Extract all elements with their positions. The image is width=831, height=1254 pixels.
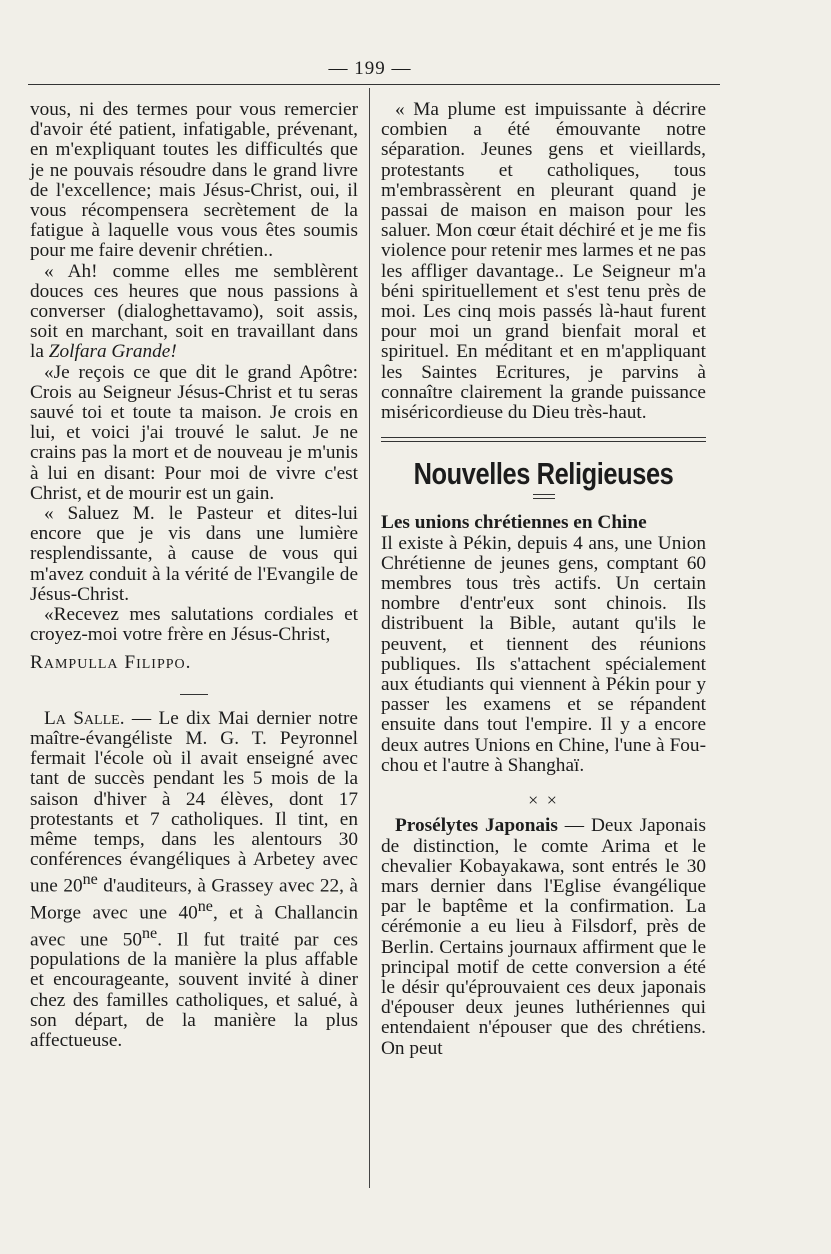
letter-paragraph-3: «Je reçois ce que dit le grand Apôtre: Crois au Seigneur Jésus-Christ et tu seras sauvé toi et toute ta maison. Je crois en lui, et voici j'ai trouvé le salut. Je ne crains pas la mort et de nouveau je m'unis à lui en disant: Pour moi de vivre c'est Christ, et de mourir est un gain. (30, 361, 358, 504)
la-salle-text-d: . Il fut traité par ces populations de la manière la plus affable et encourageante, souvent invité à diner chez des familles catholiques, et salué, à son départ, de la manière la plus affectueuse. (30, 928, 359, 1051)
separation-paragraph: « Ma plume est impuissante à décrire combien a été émouvante notre séparation. Jeunes gens et vieillards, protestants et catholiques, tous m'embrassèrent en pleurant quand je passai de maison en maison pour les saluer. Mon cœur était déchiré et je me fis violence pour retenir mes larmes et ne pas les affliger davantage.. Le Seigneur m'a béni spirituellement et s'est tenu près de moi. Les cinq mois passés là-haut furent pour moi un grand bienfait moral et spirituel. En méditant et en m'appliquant les Saintes Ecritures, je parvins à connaître clairement la grande puissance miséricordieuse du Dieu très-haut. (381, 99, 706, 424)
header-rule (28, 84, 720, 85)
ordinal-sup-3: ne (142, 924, 158, 942)
ordinal-sup-2: ne (197, 897, 213, 915)
title-ornament (533, 494, 555, 499)
separator-crosses: × × (528, 790, 559, 811)
ordinal-sup-1: ne (82, 871, 98, 889)
left-column (30, 100, 358, 1051)
letter-paragraph-5: «Recevez mes salutations cordiales et croyez-moi votre frère en Jésus-Christ, (30, 604, 358, 646)
letter-paragraph-2 (30, 262, 358, 363)
proselytes-paragraph (381, 816, 706, 1058)
section-double-rule (381, 437, 706, 442)
column-divider (369, 88, 370, 1188)
short-divider (180, 694, 208, 695)
la-salle-text-a: — Le dix Mai dernier notre maître-évangéliste M. G. T. Peyronnel fermait l'école où il avait enseigné avec tant de succès pendant les 5 mois de la saison d'hiver à 24 élèves, dont 17 protestants et 7 catholiques. Il tint, en même temps, dans les alentours 30 conférences évangéliques à Arbetey avec une 20 (30, 707, 358, 897)
la-salle-lead: La Salle. (44, 707, 125, 729)
letter-paragraph-1: vous, ni des termes pour vous remercier d'avoir été patient, infatigable, prévenant, en m'expliquant toutes les difficultés que je ne pouvais résoudre dans le grand livre de l'excellence; mais Jésus-Christ, oui, il vous récompensera secrètement de la fatigue à laquelle vous vous êtes soumis pour me faire devenir chrétien.. (30, 99, 358, 262)
zolfara-grande: Zolfara Grande! (48, 341, 177, 363)
subhead-proselytes: Prosélytes Japonais (395, 815, 558, 837)
la-salle-text-b: d'auditeurs, à Grassey avec 22, à Morge avec une 40 (30, 875, 358, 924)
page-number: — 199 — (328, 58, 412, 79)
letter-paragraph-2-text: « Ah! comme elles me semblèrent douces ces heures que nous passions à converser (dialoghettavamo), soit assis, soit en marchant, soit en travaillant dans la (30, 260, 358, 363)
la-salle-text-c: , et à Challancin avec une 50 (30, 902, 359, 950)
section-title: Nouvelles Religieuses (413, 456, 674, 492)
letter-paragraph-4: « Saluez M. le Pasteur et dites-lui encore que je vis dans une lumière resplendissante, à cause de vous qui m'avez conduit à la vérité de l'Evangile de Jésus-Christ. (30, 503, 358, 605)
subhead-unions-chine: Les unions chrétiennes en Chine (381, 512, 647, 534)
unions-paragraph: Il existe à Pékin, depuis 4 ans, une Union Chrétienne de jeunes gens, comptant 60 membres tous très actifs. Un certain nombre d'entr'eux sont chinois. Ils distribuent la Bible, autant qu'ils le peuvent, et tiennent des réunions publiques. Ils s'attachent spécialement aux étudiants qui viennent à Pékin pour y passer les examens et se répandent ensuite dans tout l'empire. Il y a encore deux autres Unions en Chine, l'une à Fou-chou et l'autre à Shanghaï. (381, 532, 706, 776)
proselytes-text: — Deux Japonais de distinction, le comte Arima et le chevalier Kobayakawa, sont entrés le 30 mars dernier dans l'Eglise évangélique par le baptême et la confirmation. La cérémonie a eu lieu à Filsdorf, près de Berlin. Certains journaux affirment que le principal motif de cette conversion a été le désir qu'éprouvaient ces deux japonais d'épouser deux jeunes luthériennes qui entendaient n'épouser que des chrétiens. On peut (381, 815, 706, 1059)
letter-signature: Rampulla Filippo. (30, 652, 192, 674)
la-salle-paragraph (30, 709, 358, 1052)
right-column (381, 100, 706, 1059)
